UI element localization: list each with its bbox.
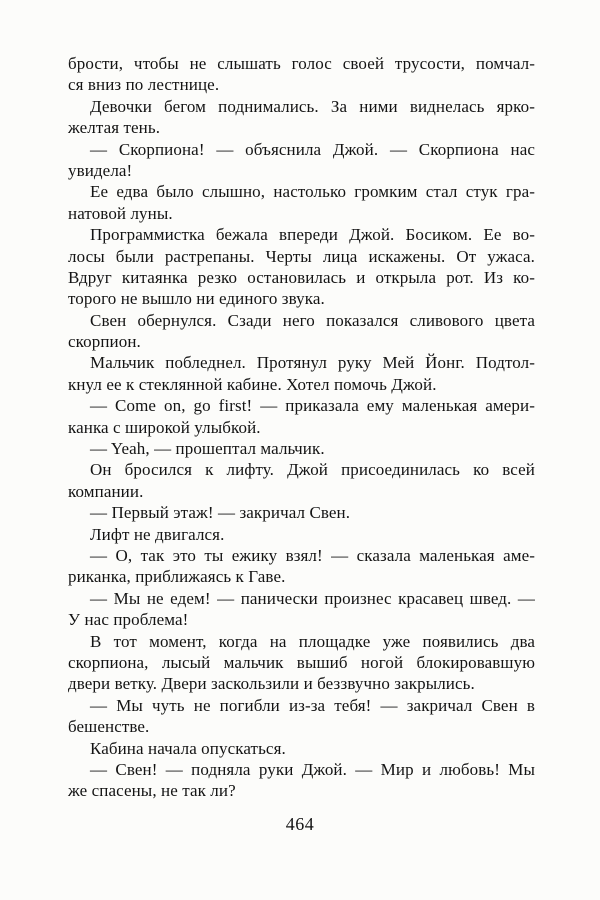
text-line: — Мы чуть не погибли из-за тебя! — закричал Свен в: [90, 695, 535, 715]
text-line: натовой луны.: [68, 203, 173, 223]
text-line: — Скорпиона! — объяснила Джой. — Скорпиона нас: [90, 139, 535, 159]
text-line: — Yeah, — прошептал мальчик.: [90, 439, 325, 459]
page-number: 464: [285, 814, 315, 834]
text-column: [68, 53, 535, 802]
text-line: торого не вышло ни единого звука.: [68, 289, 325, 309]
text-line: лосы были растрепаны. Черты лица искажены. От ужаса.: [68, 246, 535, 266]
text-line: ся вниз по лестнице.: [68, 75, 220, 95]
text-line: В тот момент, когда на площадке уже появились два: [90, 631, 535, 651]
text-line: кнул ее к стеклянной кабине. Хотел помочь Джой.: [68, 374, 437, 394]
text-line: Вдруг китаянка резко остановилась и открыла рот. Из ко-: [68, 267, 535, 287]
text-line: увидела!: [68, 160, 133, 180]
text-line: Девочки бегом поднимались. За ними виднелась ярко-: [90, 96, 535, 116]
text-line: Лифт не двигался.: [90, 524, 225, 544]
text-line: же спасены, не так ли?: [68, 781, 236, 801]
text-line: скорпион.: [68, 332, 141, 352]
text-line: брости, чтобы не слышать голос своей трусости, помчал-: [68, 54, 535, 73]
text-line: двери ветку. Двери заскользили и беззвучно закрылись.: [68, 674, 475, 694]
text-line: скорпиона, лысый мальчик вышиб ногой блокировавшую: [68, 652, 535, 672]
text-line: компании.: [68, 481, 144, 501]
text-line: — Первый этаж! — закричал Свен.: [90, 503, 351, 523]
text-line: риканка, приближаясь к Гаве.: [68, 567, 286, 587]
text-line: — Мы не едем! — панически произнес красавец швед. —: [90, 588, 535, 608]
text-line: — О, так это ты ежику взял! — сказала маленькая аме-: [90, 545, 535, 565]
text-line: Программистка бежала впереди Джой. Босиком. Ее во-: [90, 225, 535, 245]
text-line: Свен обернулся. Сзади него показался сливового цвета: [90, 310, 535, 330]
text-line: бешенстве.: [68, 717, 150, 737]
text-line: Ее едва было слышно, настолько громким стал стук гра-: [90, 182, 535, 202]
text-line: — Come on, go first! — приказала ему маленькая амери-: [90, 396, 535, 416]
text-line: канка с широкой улыбкой.: [68, 417, 261, 437]
text-line: Мальчик побледнел. Протянул руку Мей Йонг. Подтол-: [90, 353, 535, 373]
text-line: Он бросился к лифту. Джой присоединилась ко всей: [90, 460, 535, 480]
text-line: Кабина начала опускаться.: [90, 738, 286, 758]
text-line: — Свен! — подняла руки Джой. — Мир и любовь! Мы: [90, 759, 535, 779]
text-line: У нас проблема!: [68, 610, 189, 630]
text-line: желтая тень.: [68, 118, 161, 138]
